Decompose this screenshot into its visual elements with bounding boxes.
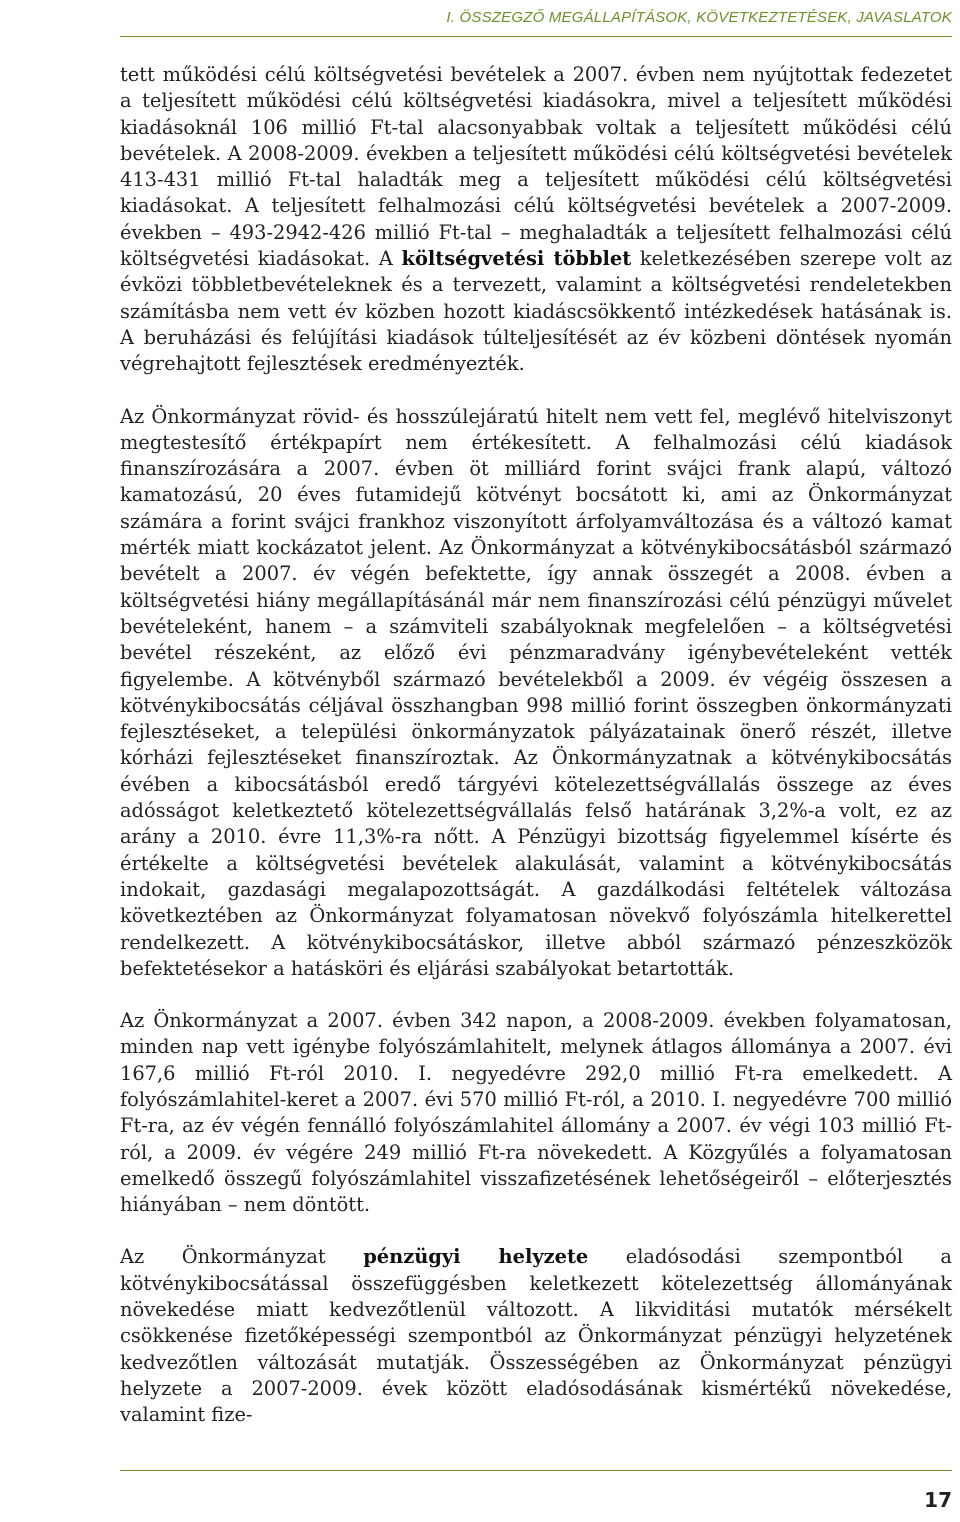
paragraph-text: tett működési célú költségvetési bevételek a 2007. évben nem nyújtottak fedezetet a teljesített működési célú költségvetési kiadásokra, mivel a teljesített működési kiadásoknál 106 millió Ft-tal alacsonyabbak voltak a teljesített működési célú bevételek. A 2008-2009. években a teljesített működési célú költségvetési bevételek 413-431 millió Ft-tal haladták meg a teljesített működési célú költségvetési kiadásokat. A teljesített felhalmozási célú költségvetési bevételek a 2007-2009. években – 493-2942-426 millió Ft-tal – meghaladták a teljesített felhalmozási célú költségvetési kiadásokat. A: [120, 63, 952, 271]
paragraph-bond-issue: Az Önkormányzat rövid- és hosszúlejáratú hitelt nem vett fel, meglévő hitelviszonyt megtestesítő értékpapírt nem értékesített. A felhalmozási célú kiadások finanszírozására a 2007. évben öt milliárd forint svájci frank alapú, változó kamatozású, 20 éves futamidejű kötvényt bocsátott ki, ami az Önkormányzat számára a forint svájci frankhoz viszonyított árfolyamváltozása és a változó kamat mérték miatt kockázatot jelent. Az Önkormányzat a kötvénykibocsátásból származó bevételt a 2007. év végén befektette, így annak összegét a 2008. évben a költségvetési hiány megállapításánál már nem finanszírozási célú pénzügyi művelet bevételeként, hanem – a számviteli szabályoknak megfelelően – a költségvetési bevétel részeként, az előző évi pénzmaradvány igénybevételeként vették figyelembe. A kötvényből származó bevételekből a 2009. év végéig összesen a kötvénykibocsátás céljával összhangban 998 millió forint összegben önkormányzati fejlesztéseket, a települési önkormányzatok pályázatainak önerő részét, illetve kórházi fejlesztéseket finanszíroztak. Az Önkormányzatnak a kötvénykibocsátás évében a kibocsátásból eredő tárgyévi kötelezettségvállalás összege az éves adósságot keletkeztető kötelezettségvállalás felső határának 3,2%-a volt, ez az arány a 2010. évre 11,3%-ra nőtt. A Pénzügyi bizottság figyelemmel kísérte és értékelte a költségvetési bevételek alakulását, valamint a kötvénykibocsátás indokait, gazdasági megalapozottságát. A gazdálkodási feltételek változása következtében az Önkormányzat folyamatosan növekvő folyószámla hitelkerettel rendelkezett. A kötvénykibocsátáskor, illetve abból származó pénzeszközök befektetésekor a hatásköri és eljárási szabályokat betartották.: [120, 404, 952, 980]
footer-divider: [120, 1470, 952, 1471]
paragraph-text: Az Önkormányzat: [120, 1245, 364, 1269]
page-body: [120, 62, 952, 1455]
emphasis-budget-surplus: költségvetési többlet: [401, 247, 632, 271]
emphasis-financial-position: pénzügyi helyzete: [363, 1245, 589, 1269]
page-number: 17: [924, 1488, 952, 1512]
paragraph-text: eladósodási szempontból a kötvénykibocsátással összefüggésben keletkezett kötelezettség állományának növekedése miatt kedvezőtlenül változott. A likviditási mutatók mérsékelt csökkenése fizetőképességi szempontból az Önkormányzat pénzügyi helyzetének kedvezőtlen változását mutatják. Összességében az Önkormányzat pénzügyi helyzete a 2007-2009. évek között eladósodásának kismértékű növekedése, valamint fize-: [120, 1245, 952, 1427]
paragraph-financial-position: [120, 1244, 952, 1428]
paragraph-text: keletkezésében szerepe volt az évközi többletbevételeknek és a tervezett, valamint a költségvetési rendeletekben számításba nem vett év közben hozott kiadáscsökkentő intézkedések hatásának is. A beruházási és felújítási kiadások túlteljesítését az év közbeni döntések nyomán végrehajtott fejlesztések eredményezték.: [120, 247, 952, 376]
paragraph-overdraft: Az Önkormányzat a 2007. évben 342 napon, a 2008-2009. években folyamatosan, minden nap vett igénybe folyószámlahitelt, melynek átlagos állománya a 2007. évi 167,6 millió Ft-ról 2010. I. negyedévre 292,0 millió Ft-ra emelkedett. A folyószámlahitel-keret a 2007. évi 570 millió Ft-ról, a 2010. I. negyedévre 700 millió Ft-ra, az év végén fennálló folyószámlahitel állomány a 2007. év végi 103 millió Ft-ról, a 2009. év végére 249 millió Ft-ra növekedett. A Közgyűlés a folyamatosan emelkedő összegű folyószámlahitel visszafizetésének lehetőségeiről – előterjesztés hiányában – nem döntött.: [120, 1009, 952, 1217]
header-title: I. ÖSSZEGZŐ MEGÁLLAPÍTÁSOK, KÖVETKEZTETÉSEK, JAVASLATOK: [446, 9, 952, 26]
page-header: [120, 0, 952, 37]
paragraph-budget-surplus: [120, 62, 952, 378]
